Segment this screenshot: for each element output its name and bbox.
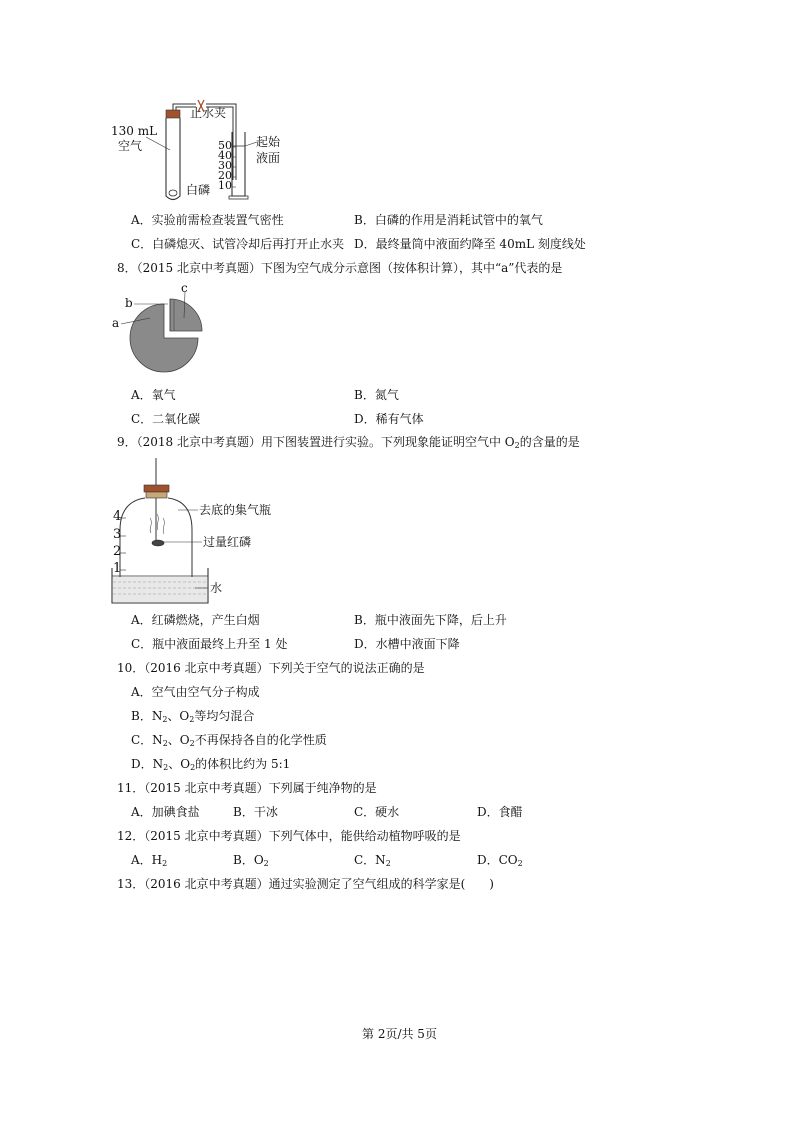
q13-stem: 13．（2016 北京中考真题）通过实验测定了空气组成的科学家是( ) (117, 877, 494, 891)
q9-stem-subscript: 2 (514, 441, 520, 450)
q12-d-text: D．CO (477, 853, 518, 867)
q8-option-c: C．二氧化碳 (131, 412, 201, 426)
tick-label-50: 50 (218, 139, 232, 152)
q12-stem: 12．（2015 北京中考真题）下列气体中，能供给动植物呼吸的是 (117, 829, 461, 843)
q11-option-c: C．硬水 (354, 805, 400, 819)
white-phosphorus-label: 白磷 (186, 183, 211, 197)
q12-b-text: B．O (233, 853, 264, 867)
q10-stem: 10．（2016 北京中考真题）下列关于空气的说法正确的是 (117, 661, 425, 675)
subscript: 2 (190, 763, 196, 772)
q11-option-b: B．干冰 (233, 805, 278, 819)
q10-c-text: C．N (131, 733, 163, 747)
q8-stem: 8．（2015 北京中考真题）下图为空气成分示意图（按体积计算），其中“a”代表的是 (117, 261, 563, 275)
q12-option-d (477, 852, 523, 872)
q7-option-b: B．白磷的作用是消耗试管中的氧气 (354, 213, 543, 227)
q9-option-c: C．瓶中液面最终上升至 1 处 (131, 637, 288, 651)
q9-option-d: D．水槽中液面下降 (354, 637, 460, 651)
tick-label-40: 40 (218, 149, 232, 162)
q8-option-a: A．氧气 (131, 388, 176, 402)
q11-option-a: A．加碘食盐 (131, 805, 200, 819)
q10-b-text-mid: 、O (167, 709, 190, 723)
red-phosphorus-label: 过量红磷 (203, 535, 252, 549)
q9-stem-text: 9．（2018 北京中考真题）用下图装置进行实验。下列现象能证明空气中 O (117, 435, 515, 449)
q10-d-text-end: 的体积比约为 5:1 (195, 757, 291, 771)
subscript: 2 (385, 859, 391, 868)
subscript: 2 (189, 739, 195, 748)
q8-option-b: B．氮气 (354, 388, 399, 402)
subscript: 2 (517, 859, 523, 868)
q10-option-d (131, 756, 290, 776)
subscript: 2 (162, 739, 168, 748)
q12-c-text: C．N (354, 853, 386, 867)
q12-option-a (131, 852, 167, 872)
tick-label-30: 30 (218, 159, 232, 172)
q9-stem-text-end: 的含量的是 (519, 435, 580, 449)
q12-option-b (233, 852, 269, 872)
water-label: 水 (210, 581, 223, 595)
page-footer: 第 2页/共 5页 (362, 1027, 437, 1041)
q10-b-text-end: 等均匀混合 (194, 709, 255, 723)
mark-1: 1 (113, 561, 122, 576)
air-volume-label: 130 mL (111, 124, 158, 138)
tick-label-10: 10 (218, 179, 232, 192)
q10-option-a: A．空气由空气分子构成 (131, 685, 260, 699)
subscript: 2 (163, 763, 169, 772)
q10-b-text: B．N (131, 709, 163, 723)
q11-option-d: D．食醋 (477, 805, 523, 819)
clamp-label: 止水夹 (190, 106, 227, 120)
q7-option-d: D．最终量筒中液面约降至 40mL 刻度线处 (354, 237, 586, 251)
mark-2: 2 (113, 544, 122, 559)
subscript: 2 (189, 715, 195, 724)
q11-stem: 11．（2015 北京中考真题）下列属于纯净物的是 (117, 781, 377, 795)
q8-option-d: D．稀有气体 (354, 412, 424, 426)
q10-option-b (131, 708, 254, 728)
q10-option-c (131, 732, 327, 752)
mark-4: 4 (113, 509, 122, 524)
bottomless-jar-label: 去底的集气瓶 (199, 503, 272, 517)
q9-option-b: B．瓶中液面先下降，后上升 (354, 613, 507, 627)
q10-d-text: D．N (131, 757, 164, 771)
q7-option-c: C．白磷熄灭、试管冷却后再打开止水夹 (131, 237, 345, 251)
pie-label-a: a (112, 316, 120, 330)
start-level-label-1: 起始 (256, 135, 281, 149)
mark-3: 3 (113, 527, 122, 542)
air-label: 空气 (118, 139, 143, 153)
q12-a-text: A．H (131, 853, 163, 867)
start-level-label-2: 液面 (256, 151, 281, 165)
pie-label-c: c (181, 281, 188, 295)
q10-c-text-mid: 、O (167, 733, 190, 747)
subscript: 2 (162, 859, 168, 868)
subscript: 2 (263, 859, 269, 868)
q12-option-c (354, 852, 391, 872)
q10-c-text-end: 不再保持各自的化学性质 (194, 733, 327, 747)
q10-d-text-mid: 、O (168, 757, 191, 771)
q7-option-a: A．实验前需检查装置气密性 (131, 213, 284, 227)
subscript: 2 (162, 715, 168, 724)
pie-label-b: b (125, 296, 133, 310)
tick-label-20: 20 (218, 169, 232, 182)
q9-option-a: A．红磷燃烧，产生白烟 (131, 613, 260, 627)
